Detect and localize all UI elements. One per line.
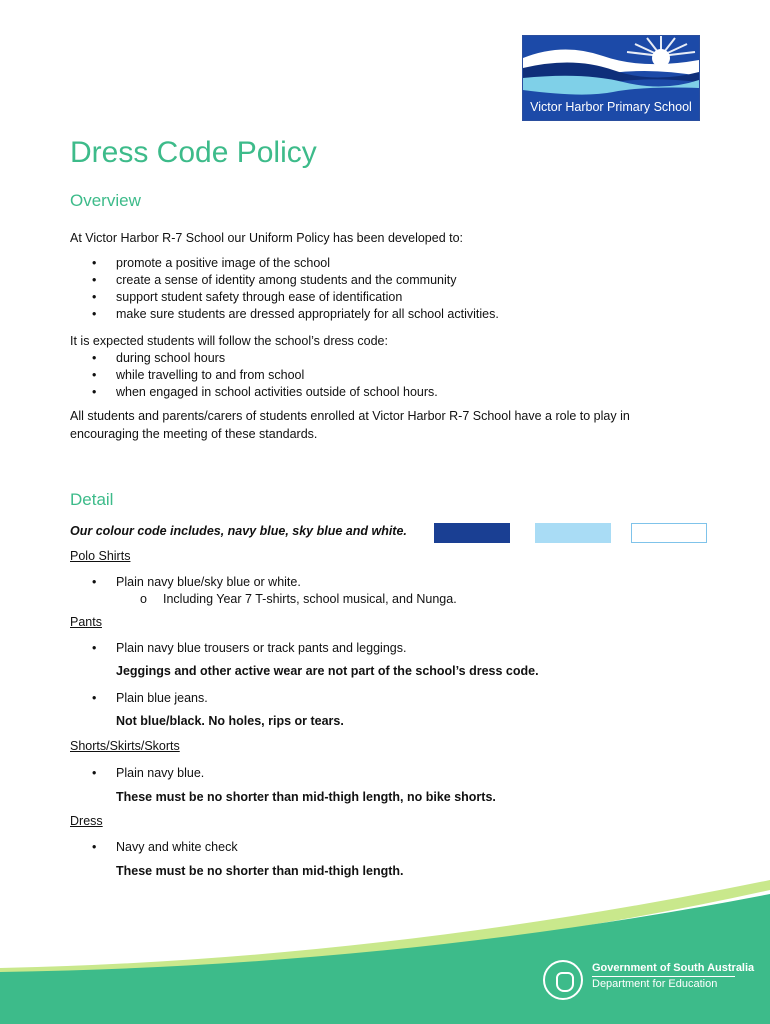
expect-item: during school hours — [116, 351, 226, 365]
bullet: • — [92, 641, 97, 655]
dress-heading: Dress — [70, 814, 103, 828]
aim-item: create a sense of identity among students and the community — [116, 273, 457, 287]
sub-bullet: o — [140, 592, 147, 606]
bullet: • — [92, 766, 97, 780]
bullet: • — [92, 351, 97, 365]
logo-text: Victor Harbor Primary School — [530, 100, 692, 114]
pants-heading: Pants — [70, 615, 102, 629]
detail-heading: Detail — [70, 490, 114, 509]
footer-wave — [0, 880, 770, 1024]
expect-item: while travelling to and from school — [116, 368, 305, 382]
bullet: • — [92, 368, 97, 382]
colour-code-text: Our colour code includes, navy blue, sky blue and white. — [70, 524, 407, 538]
footer-divider — [592, 976, 735, 977]
aim-item: promote a positive image of the school — [116, 256, 331, 270]
pants-item-1: Plain navy blue trousers or track pants and leggings. — [116, 641, 407, 655]
polo-item: Plain navy blue/sky blue or white. — [116, 575, 301, 589]
polo-heading: Polo Shirts — [70, 549, 131, 563]
bullet: • — [92, 691, 97, 705]
bullet: • — [92, 273, 97, 287]
bullet: • — [92, 840, 97, 854]
bullet: • — [92, 307, 97, 321]
overview-heading: Overview — [70, 191, 141, 210]
gov-line-2: Department for Education — [592, 978, 718, 990]
government-seal-icon — [543, 960, 583, 1000]
school-logo — [522, 35, 700, 121]
shorts-heading: Shorts/Skirts/Skorts — [70, 739, 180, 753]
expect-intro: It is expected students will follow the school’s dress code: — [70, 334, 388, 348]
closing-line-1: All students and parents/carers of students enrolled at Victor Harbor R-7 School have a role to play in — [70, 409, 630, 423]
page-title: Dress Code Policy — [70, 136, 317, 169]
pants-note-2: Not blue/black. No holes, rips or tears. — [116, 714, 344, 728]
aim-item: make sure students are dressed appropriately for all school activities. — [116, 307, 499, 321]
bullet: • — [92, 256, 97, 270]
pants-note-1: Jeggings and other active wear are not part of the school’s dress code. — [116, 664, 539, 678]
polo-subitem: Including Year 7 T-shirts, school musical, and Nunga. — [163, 592, 457, 606]
navy-swatch — [434, 523, 510, 543]
aim-item: support student safety through ease of identification — [116, 290, 403, 304]
shorts-item: Plain navy blue. — [116, 766, 205, 780]
overview-intro: At Victor Harbor R-7 School our Uniform Policy has been developed to: — [70, 231, 464, 245]
bullet: • — [92, 385, 97, 399]
dress-note: These must be no shorter than mid-thigh length. — [116, 864, 404, 878]
bullet: • — [92, 575, 97, 589]
gov-line-1: Government of South Australia — [592, 962, 755, 974]
bullet: • — [92, 290, 97, 304]
white-swatch — [631, 523, 707, 543]
sky-blue-swatch — [535, 523, 611, 543]
shorts-note: These must be no shorter than mid-thigh length, no bike shorts. — [116, 790, 496, 804]
expect-item: when engaged in school activities outside of school hours. — [116, 385, 438, 399]
dress-item: Navy and white check — [116, 840, 238, 854]
closing-line-2: encouraging the meeting of these standards. — [70, 427, 318, 441]
pants-item-2: Plain blue jeans. — [116, 691, 208, 705]
